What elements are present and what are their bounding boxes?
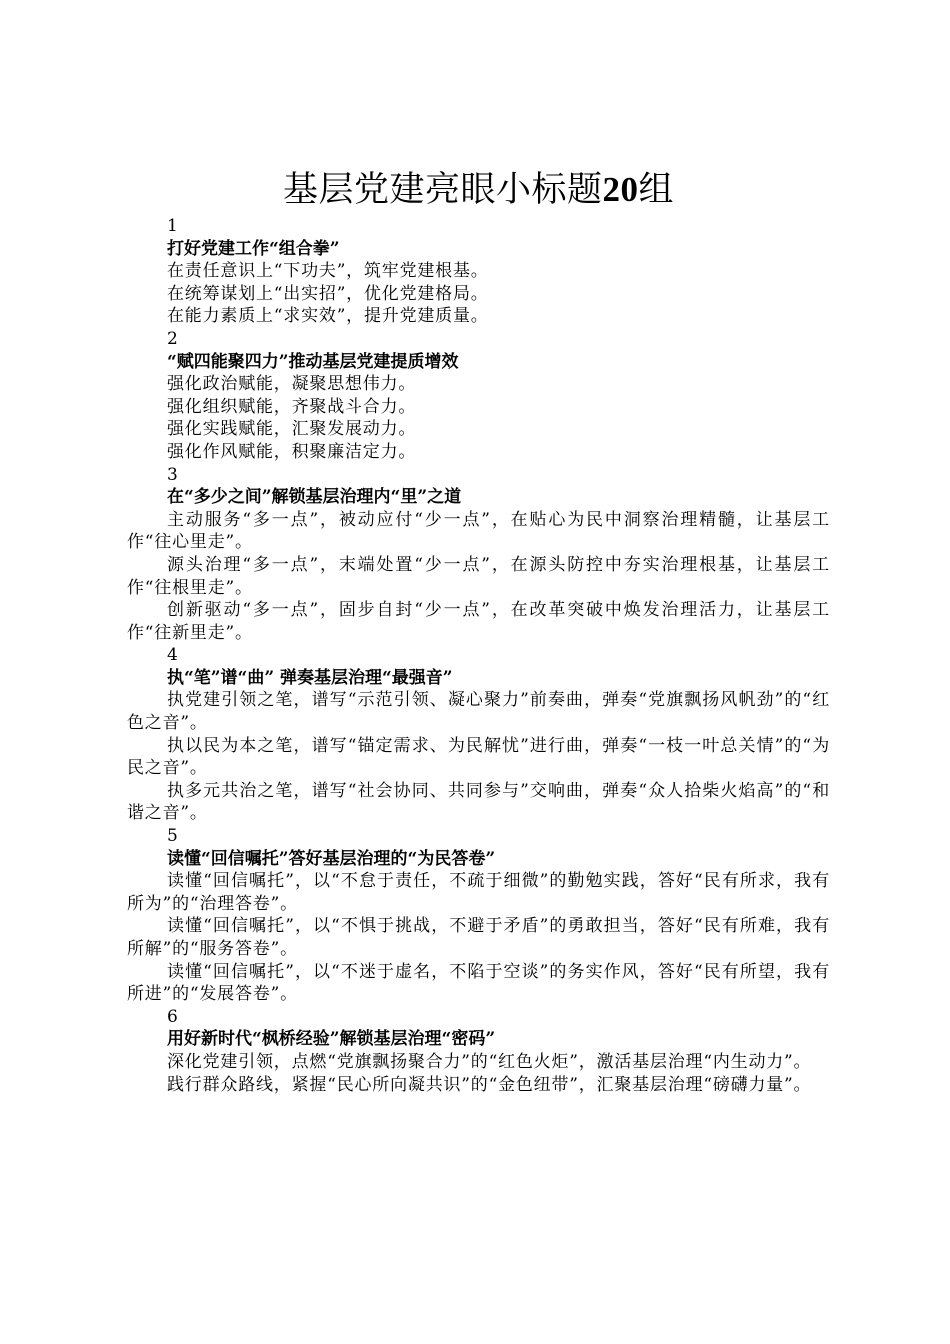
paragraph: 深化党建引领，点燃“党旗飘扬聚合力”的“红色火炬”，激活基层治理“内生动力”。	[167, 1051, 812, 1072]
paragraph: 在统筹谋划上“出实招”，优化党建格局。	[167, 283, 489, 304]
section-5	[127, 825, 830, 1006]
section-6	[127, 1006, 830, 1096]
paragraph: 读懂“回信嘱托”，以“不怠于责任，不疏于细微”的勤勉实践，答好“民有所求，我有所为”的“治理答卷”。	[127, 871, 830, 914]
section-number: 1	[167, 216, 178, 236]
paragraph: 执多元共治之笔，谱写“社会协同、共同参与”交响曲，弹奏“众人拾柴火焰高”的“和谐之音”。	[127, 780, 830, 824]
section-heading: 在“多少之间”解锁基层治理内“里”之道	[167, 487, 462, 508]
paragraph: 强化组织赋能，齐聚战斗合力。	[167, 396, 417, 417]
section-heading: 执“笔”谱“曲” 弹奏基层治理“最强音”	[167, 667, 453, 688]
section-3	[127, 464, 830, 645]
section-4	[127, 644, 830, 825]
page-title	[127, 168, 830, 212]
paragraph: 在能力素质上“求实效”，提升党建质量。	[167, 306, 489, 327]
section-heading: “赋四能聚四力”推动基层党建提质增效	[167, 351, 459, 372]
section-number: 4	[167, 645, 178, 666]
paragraph: 执以民为本之笔，谱写“锚定需求、为民解忧”进行曲，弹奏“一枝一叶总关情”的“为民之音”。	[127, 735, 830, 779]
section-1	[127, 215, 830, 328]
section-number: 3	[167, 464, 178, 485]
section-2	[127, 328, 830, 464]
paragraph: 读懂“回信嘱托”，以“不惧于挑战，不避于矛盾”的勇敢担当，答好“民有所难，我有所解”的“服务答卷”。	[127, 916, 830, 959]
paragraph: 践行群众路线，紧握“民心所向凝共识”的“金色纽带”，汇聚基层治理“磅礴力量”。	[167, 1074, 812, 1095]
paragraph: 执党建引领之笔，谱写“示范引领、凝心聚力”前奏曲，弹奏“党旗飘扬风帆劲”的“红色之音”。	[127, 690, 830, 734]
paragraph: 强化政治赋能，凝聚思想伟力。	[167, 374, 417, 395]
paragraph: 源头治理“多一点”，末端处置“少一点”，在源头防控中夯实治理根基，让基层工作“往根里走”。	[127, 554, 830, 598]
section-heading: 读懂“回信嘱托”答好基层治理的“为民答卷”	[167, 848, 496, 869]
title-number: 20	[602, 170, 639, 209]
section-number: 2	[167, 328, 178, 349]
paragraph: 强化作风赋能，积聚廉洁定力。	[167, 441, 417, 462]
section-number: 6	[167, 1006, 178, 1027]
section-heading: 用好新时代“枫桥经验”解锁基层治理“密码”	[167, 1029, 496, 1050]
section-heading: 打好党建工作“组合拳”	[167, 238, 340, 259]
section-number: 5	[167, 826, 178, 847]
paragraph: 创新驱动“多一点”，固步自封“少一点”，在改革突破中焕发治理活力，让基层工作“往新里走”。	[127, 600, 830, 643]
document-page	[127, 0, 830, 1096]
paragraph: 在责任意识上“下功夫”，筑牢党建根基。	[167, 261, 489, 282]
title-suffix: 组	[638, 170, 675, 210]
paragraph: 读懂“回信嘱托”，以“不迷于虚名，不陷于空谈”的务实作风，答好“民有所望，我有所进”的“发展答卷”。	[127, 961, 830, 1005]
title-text: 基层党建亮眼小标题	[282, 170, 603, 210]
paragraph: 强化实践赋能，汇聚发展动力。	[167, 419, 417, 440]
paragraph: 主动服务“多一点”，被动应付“少一点”，在贴心为民中洞察治理精髓，让基层工作“往心里走”。	[127, 509, 830, 553]
